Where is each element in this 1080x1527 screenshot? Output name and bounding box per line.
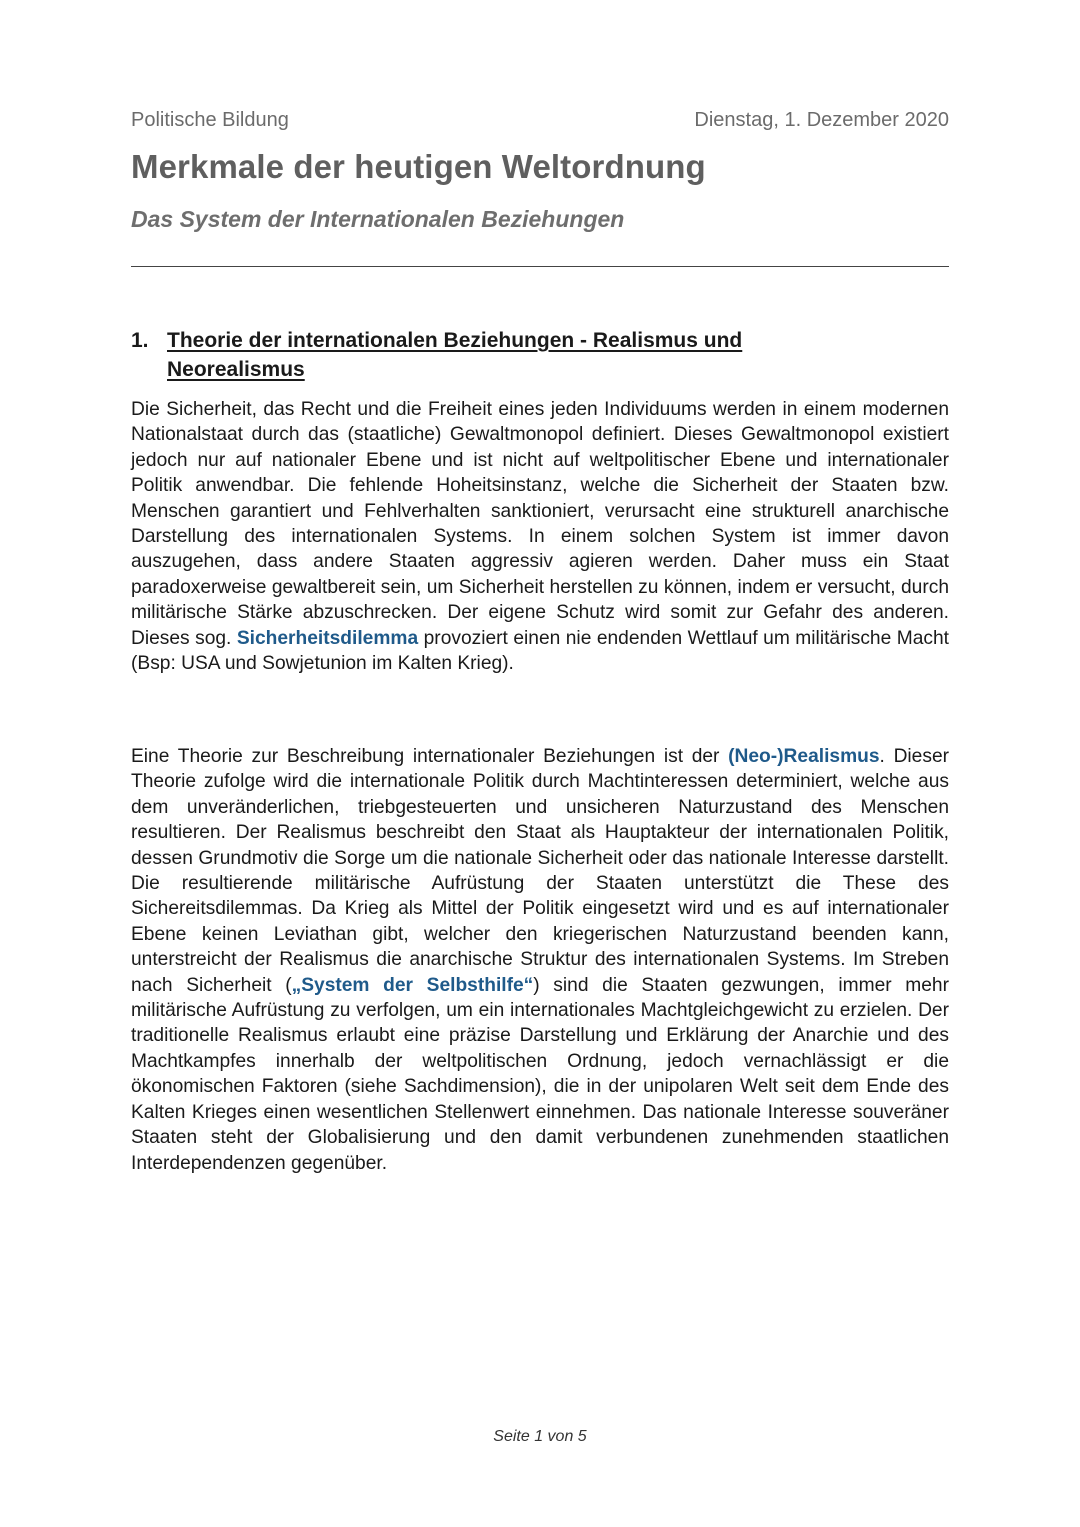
page-footer: Seite 1 von 5 — [493, 1428, 587, 1445]
section-heading-text: Theorie der internationalen Beziehungen - Realismus und Neorealismus — [167, 329, 743, 381]
page-header — [131, 109, 949, 132]
date-label: Dienstag, 1. Dezember 2020 — [694, 109, 949, 131]
paragraph2-text-c: ) sind die Staaten gezwungen, immer mehr militärische Aufrüstung zu verfolgen, um ein internationales Machtgleichgewicht zu erzielen. Der traditionelle Realismus erlaubt eine präzise Darstellung und Erklärung der Anarchie und des Machtkampfes innerhalb der weltpolitischen Ordnung, jedoch vernachlässigt er die ökonomischen Faktoren (siehe Sachdimension), die in der unipolaren Welt seit dem Ende des Kalten Krieges einen wesentlichen Stellenwert einnehmen. Das nationale Interesse souveräner Staaten steht der Globalisierung und den damit verbundenen zunehmenden staatlichen Interdependenzen gegenüber. — [131, 974, 949, 1174]
paragraph-neorealism — [131, 744, 949, 1176]
paragraph1-text-a: Die Sicherheit, das Recht und die Freiheit eines jeden Individuums werden in einem modernen Nationalstaat durch das (staatliche) Gewaltmonopol definiert. Dieses Gewaltmonopol existiert jedoch nur auf nationaler Ebene und ist nicht auf weltpolitischer Ebene und internationaler Politik anwendbar. Die fehlende Hoheitsinstanz, welche die Sicherheit der Staaten bzw. Menschen garantiert und Fehlverhalten sanktioniert, verursacht eine strukturell anarchische Darstellung des internationalen Systems. In einem solchen System ist immer davon auszugehen, dass andere Staaten aggressiv agieren werden. Daher muss ein Staat paradoxerweise gewaltbereit sein, um Sicherheit herstellen zu können, indem er versucht, durch militärische Stärke abzuschrecken. Der eigene Schutz wird somit zur Gefahr des anderen. Dieses sog. — [131, 399, 949, 649]
term-system-der-selbsthilfe: „System der Selbsthilfe“ — [291, 974, 534, 996]
document-subtitle: Das System der Internationalen Beziehungen — [131, 206, 625, 232]
paragraph-security-dilemma — [131, 397, 949, 676]
subject-label: Politische Bildung — [131, 109, 289, 131]
document-title: Merkmale der heutigen Weltordnung — [131, 148, 706, 185]
paragraph2-text-a: Eine Theorie zur Beschreibung internationaler Beziehungen ist der — [131, 746, 729, 767]
term-sicherheitsdilemma: Sicherheitsdilemma — [236, 627, 419, 649]
section-heading — [131, 326, 871, 384]
term-neorealismus: (Neo-)Realismus — [728, 746, 880, 767]
title-divider — [131, 266, 949, 267]
section-number: 1. — [131, 329, 149, 352]
paragraph1-text-b: provoziert einen nie endenden Wettlauf um militärische Macht (Bsp: USA und Sowjetunion im Kalten Krieg). — [131, 627, 949, 675]
paragraph2-text-b: . Dieser Theorie zufolge wird die internationale Politik durch Machtinteressen determiniert, welche aus dem unveränderlichen, triebgesteuerten und unsicheren Naturzustand des Menschen resultieren. Der Realismus beschreibt den Staat als Hauptakteur der internationalen Politik, dessen Grundmotiv die Sorge um die nationale Sicherheit oder das nationale Interesse darstellt. Die resultierende militärische Aufrüstung der Staaten unterstützt die These des Sichereitsdilemmas. Da Krieg als Mittel der Politik eingesetzt wird und es auf internationaler Ebene keinen Leviathan gibt, welcher den kriegerischen Naturzustand beenden kann, unterstreicht der Realismus die anarchische Struktur des internationalen Systems. Im Streben nach Sicherheit ( — [131, 746, 950, 996]
